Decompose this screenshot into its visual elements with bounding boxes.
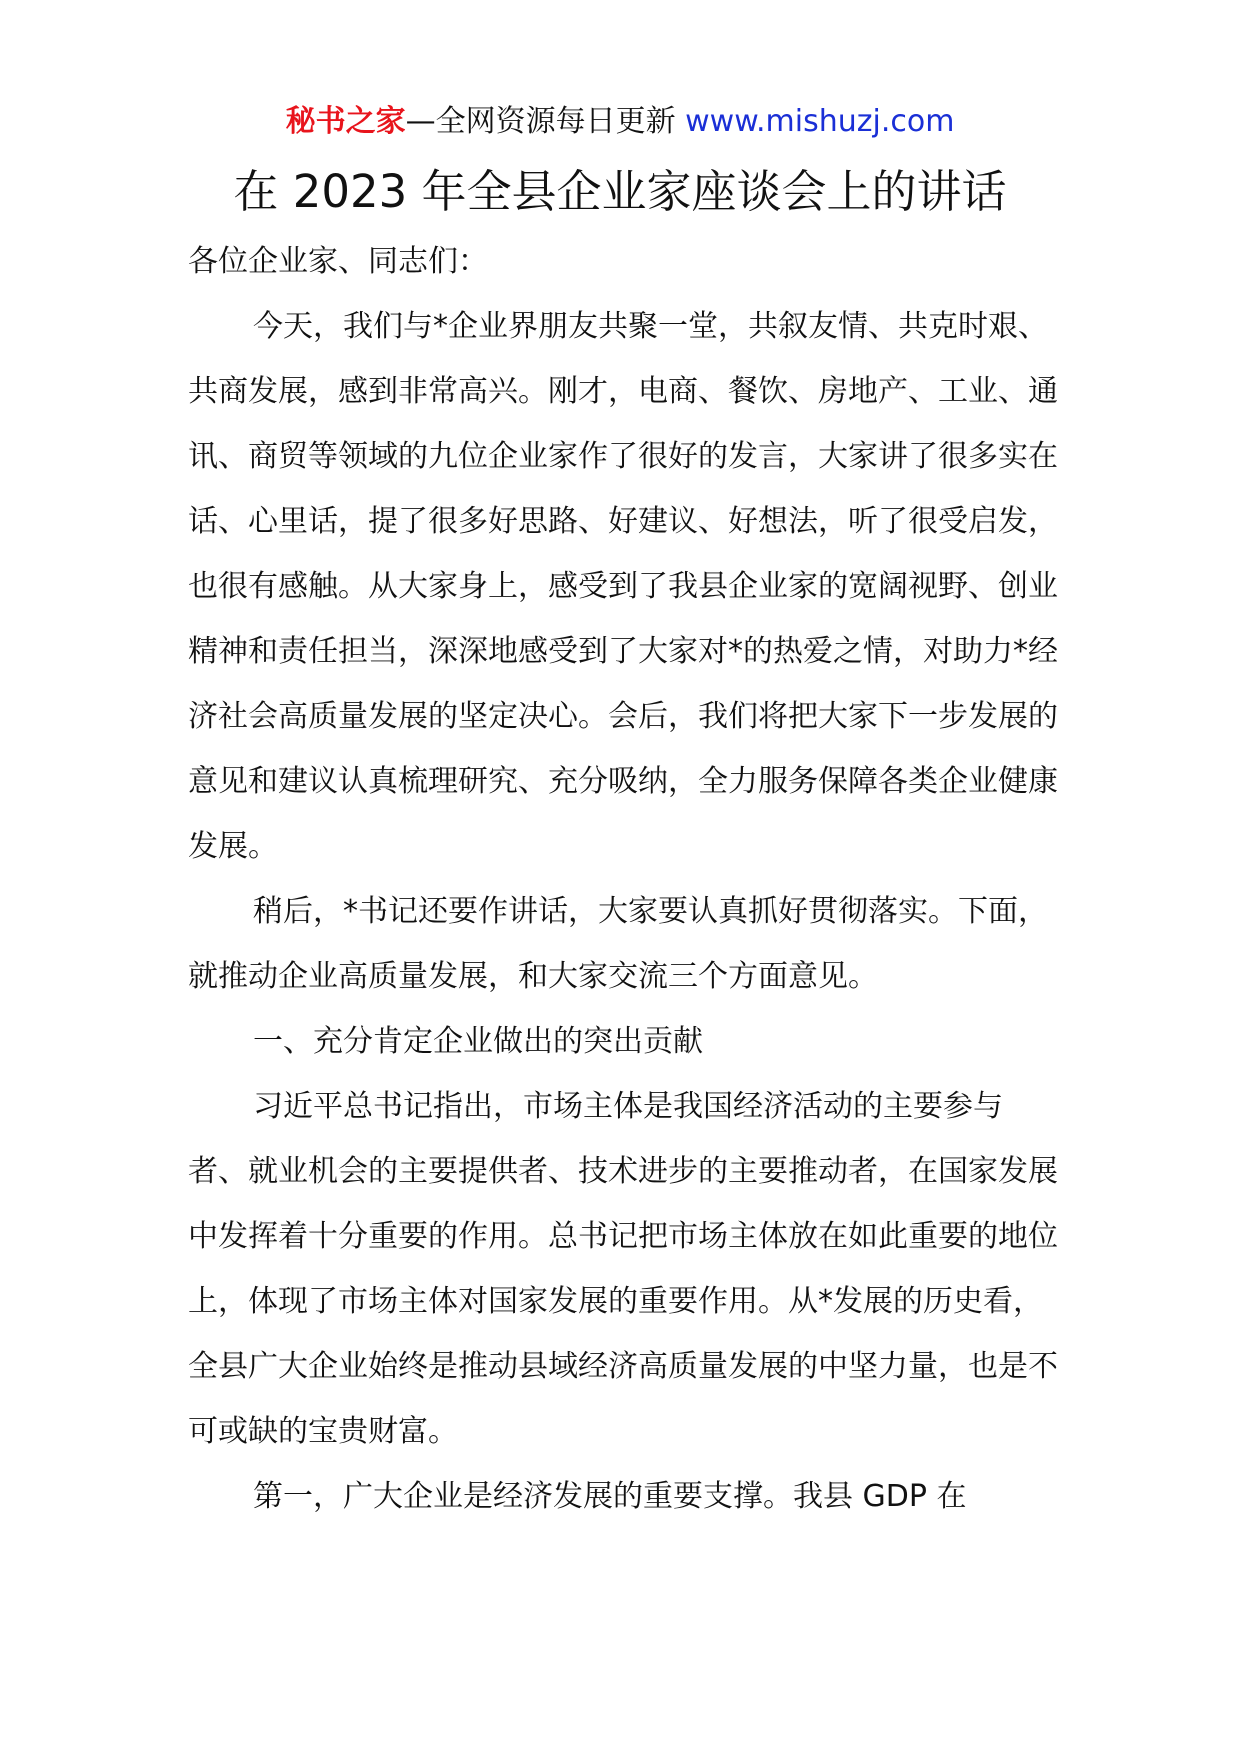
section-heading-1: 一、充分肯定企业做出的突出贡献 — [253, 1024, 703, 1059]
site-header — [0, 100, 1240, 144]
paragraph-section-1: 习近平总书记指出，市场主体是我国经济活动的主要参与者、就业机会的主要提供者、技术进步的主要推动者，在国家发展中发挥着十分重要的作用。总书记把市场主体放在如此重要的地位上，体现了市场主体对国家发展的重要作用。从*发展的历史看，全县广大企业始终是推动县域经济高质量发展的中坚力量，也是不可或缺的宝贵财富。 — [188, 1089, 1058, 1449]
document-body — [188, 229, 1060, 1529]
brand-name: 秘书之家 — [285, 104, 406, 139]
site-url-link[interactable]: www.mishuzj.com — [685, 104, 955, 139]
paragraph-point-1: 第一，广大企业是经济发展的重要支撑。我县 GDP 在 — [253, 1479, 967, 1514]
paragraph-opening: 今天，我们与*企业界朋友共聚一堂，共叙友情、共克时艰、共商发展，感到非常高兴。刚才，电商、餐饮、房地产、工业、通讯、商贸等领域的九位企业家作了很好的发言，大家讲了很多实在话、心里话，提了很多好思路、好建议、好想法，听了很受启发，也很有感触。从大家身上，感受到了我县企业家的宽阔视野、创业精神和责任担当，深深地感受到了大家对*的热爱之情，对助力*经济社会高质量发展的坚定决心。会后，我们将把大家下一步发展的意见和建议认真梳理研究、充分吸纳，全力服务保障各类企业健康发展。 — [188, 309, 1058, 864]
salutation: 各位企业家、同志们： — [188, 244, 488, 279]
header-tagline: —全网资源每日更新 — [405, 104, 686, 139]
document-title: 在 2023 年全县企业家座谈会上的讲话 — [233, 165, 1007, 218]
paragraph-transition: 稍后，*书记还要作讲话，大家要认真抓好贯彻落实。下面，就推动企业高质量发展，和大家交流三个方面意见。 — [188, 894, 1048, 994]
